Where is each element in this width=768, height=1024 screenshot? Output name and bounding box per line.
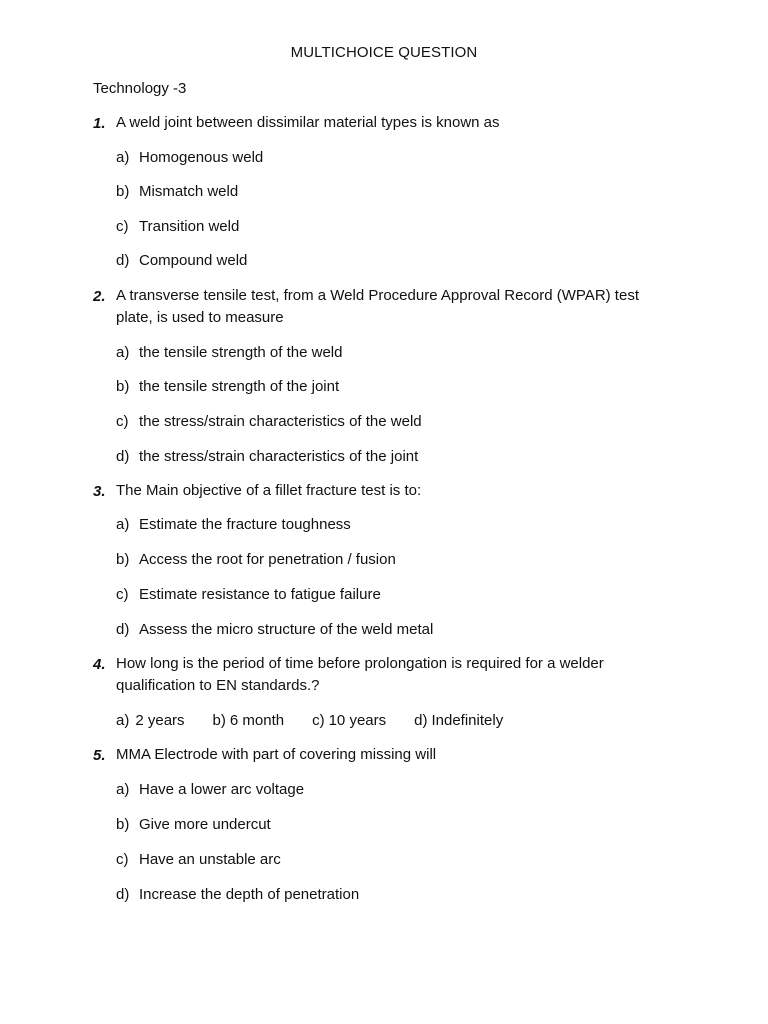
option-text: Indefinitely (431, 712, 504, 729)
option-letter: b) (116, 551, 130, 568)
option-text: Assess the micro structure of the weld metal (139, 621, 434, 638)
question-number: 1. (93, 115, 106, 132)
option-letter: c) (312, 712, 325, 729)
option-letter: b) (116, 816, 130, 833)
option-letter: a) (116, 781, 130, 798)
option-text: Estimate the fracture toughness (139, 516, 351, 533)
page-title: MULTICHOICE QUESTION (290, 44, 478, 61)
option-letter: d) (116, 886, 130, 903)
option-letter: b) (212, 712, 226, 729)
option-letter: c) (116, 586, 129, 603)
option-text: Have an unstable arc (139, 851, 281, 868)
option-letter: c) (116, 218, 129, 235)
option-text: Transition weld (139, 218, 240, 235)
option-text: Give more undercut (139, 816, 271, 833)
option-letter: a) (116, 149, 130, 166)
option-text: Have a lower arc voltage (139, 781, 305, 798)
option-text: Mismatch weld (139, 183, 239, 200)
option-text: 2 years (135, 712, 185, 729)
option-letter: c) (116, 413, 129, 430)
option-inline (414, 712, 517, 729)
question-text: The Main objective of a fillet fracture test is to: (116, 482, 422, 499)
question-text: How long is the period of time before prolongation is required for a welder qualification to EN standards.? (116, 655, 604, 694)
option-letter: d) (116, 448, 130, 465)
option-text: the stress/strain characteristics of the weld (139, 413, 422, 430)
question-text: MMA Electrode with part of covering missing will (116, 746, 437, 763)
option-letter: b) (116, 183, 130, 200)
option-letter: c) (116, 851, 129, 868)
page-subtitle: Technology -3 (93, 80, 187, 97)
option-letter: d) (116, 252, 130, 269)
option-letter: b) (116, 378, 130, 395)
option-letter: a) (116, 712, 130, 729)
option-letter: a) (116, 516, 130, 533)
option-text: Increase the depth of penetration (139, 886, 360, 903)
option-letter: a) (116, 344, 130, 361)
option-text: 10 years (328, 712, 387, 729)
option-text: Homogenous weld (139, 149, 264, 166)
option-inline (213, 712, 299, 729)
question-number: 2. (93, 288, 106, 305)
option-letter: d) (116, 621, 130, 638)
option-text: Estimate resistance to fatigue failure (139, 586, 381, 603)
option-text: the stress/strain characteristics of the joint (139, 448, 419, 465)
option-inline (312, 712, 400, 729)
question-text: A transverse tensile test, from a Weld Procedure Approval Record (WPAR) test plate, is used to measure (116, 287, 639, 326)
question-number: 5. (93, 747, 106, 764)
option-text: the tensile strength of the joint (139, 378, 340, 395)
question-number: 3. (93, 483, 106, 500)
option-text: Access the root for penetration / fusion (139, 551, 396, 568)
option-text: Compound weld (139, 252, 248, 269)
option-text: the tensile strength of the weld (139, 344, 343, 361)
option-text: 6 month (229, 712, 285, 729)
inline-options (116, 712, 531, 729)
option-letter: d) (414, 712, 428, 729)
question-text: A weld joint between dissimilar material types is known as (116, 114, 500, 131)
option-inline (116, 712, 199, 729)
question-number: 4. (93, 656, 106, 673)
